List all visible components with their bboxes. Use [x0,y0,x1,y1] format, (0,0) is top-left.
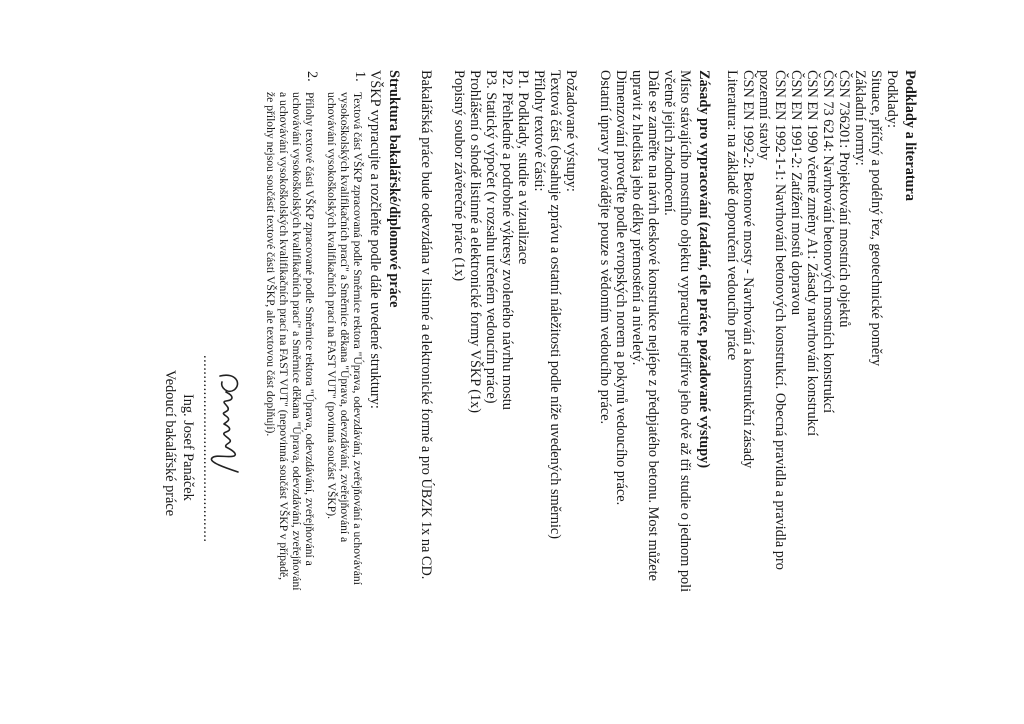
heading-podklady: Podklady a literatura [902,70,918,202]
text-line: Požadované výstupy: [563,70,579,192]
list-item-line: vysokoškolských kvalifikačních prací" a Směrnice děkana "Úprava, odevzdávání, zveřejňování a [338,92,351,543]
text-line: Popisný soubor závěrečné práce (1x) [451,70,467,282]
heading-zasady: Zásady pro vypracování (zadání, cíle práce, požadované výstupy) [696,70,712,469]
text-line: Textová část (obsahuje zprávu a ostatní náležitosti podle níže uvedených směrnic) [547,70,563,540]
supervisor-role: Vedoucí bakalářské práce [162,370,178,517]
heading-struktura: Struktura bakalářské/diplomové práce [386,70,402,308]
text-line: Podklady: [884,70,900,128]
text-line: ČSN 73 6214: Navrhování betonových mostních konstrukcí [820,70,836,414]
text-line-intro: VŠKP vypracujte a rozčleňte podle dále uvedené struktury: [367,70,383,409]
text-line: Prohlášení o shodě listinné a elektronické formy VŠKP (1x) [467,70,483,414]
list-item-line: uchovávání vysokoškolských kvalifikačních prací" a Směrnice děkana "Úprava, odevzdávání, zveřejňování [290,92,303,591]
text-line: ČSN EN 1992-1-1: Navrhování betonových konstrukcí. Obecná pravidla a pravidla pro [772,70,788,570]
text-line: Situace, příčný a podélný řez, geotechnické poměry [868,70,884,367]
text-line: upravit z hlediska jeho délky přemostění a niveletý. [629,70,645,366]
list-number: 1. [352,71,368,82]
list-item-line: uchovávání vysokoškolských kvalifikačních prací na FAST VUT" (povinná součást VŠKP). [325,92,338,519]
text-line: Místo stávajícího mostního objektu vypracujte nejdříve jeho dvě až tři studie o jednom poli [677,70,693,593]
text-line: P1. Podklady, studie a vizualizace [515,70,531,265]
supervisor-name: Ing. Josef Panáček [180,394,196,501]
text-line: pozemní stavby [756,70,772,161]
text-line: P2. Přehledné a podrobné výkresy zvoleného návrhu mostu [499,70,515,410]
text-line: včetně jejich zhodnocení. [661,70,677,216]
text-line: ČSN EN 1990 včetně změny A1: Zásady navrhování konstrukcí [804,70,820,437]
list-number: 2. [304,71,320,82]
list-item-line: Přílohy textové části VŠKP zpracované podle Směrnice rektora "Úprava, odevzdávání, zveřejňování a [303,92,316,566]
text-line: Literatura: na základě doporučení vedoucího práce [724,70,740,361]
text-line: Dimenzování proveďte podle evropských norem a pokynů vedoucího práce. [613,70,629,506]
list-item-line: Textová část VŠKP zpracovaná podle Směrnice rektora "Úprava, odevzdávání, zveřejňování a uchovávání [351,92,364,585]
rotated-document [94,70,924,670]
text-line: ČSN EN 1992-2: Betonové mosty - Navrhování a konstrukční zásady [740,70,756,469]
text-line: ČSN EN 1991-2: Zatížení mostů dopravou [788,70,804,316]
text-line: ČSN 736201: Projektování mostních objektů [836,70,852,328]
text-line: Přílohy textové části: [531,70,547,192]
text-line: P3. Statický výpočet (v rozsahu určeném vedoucím práce) [483,70,499,404]
text-line: Ostatní úpravy provádějte pouze s vědomím vedoucího práce. [597,70,613,425]
text-line-submission: Bakalářská práce bude odevzdána v listinné a elektronické formě a pro ÚBZK 1x na CD. [418,70,434,580]
list-item-line: že přílohy nejsou součástí textové části VŠKP, ale textovou část doplňují). [264,92,277,437]
signature-dotted-line: .............................................. [200,355,216,543]
list-item-line: a uchovávání vysokoškolských kvalifikačních prací na FAST VUT" (nepovinná součást VŠKP v případě, [277,92,290,581]
text-line: Dále se zaměřte na návrh deskové konstrukce nejlépe z předpjatého betonu. Most můžete [645,70,661,581]
text-line: Základní normy: [852,70,868,166]
